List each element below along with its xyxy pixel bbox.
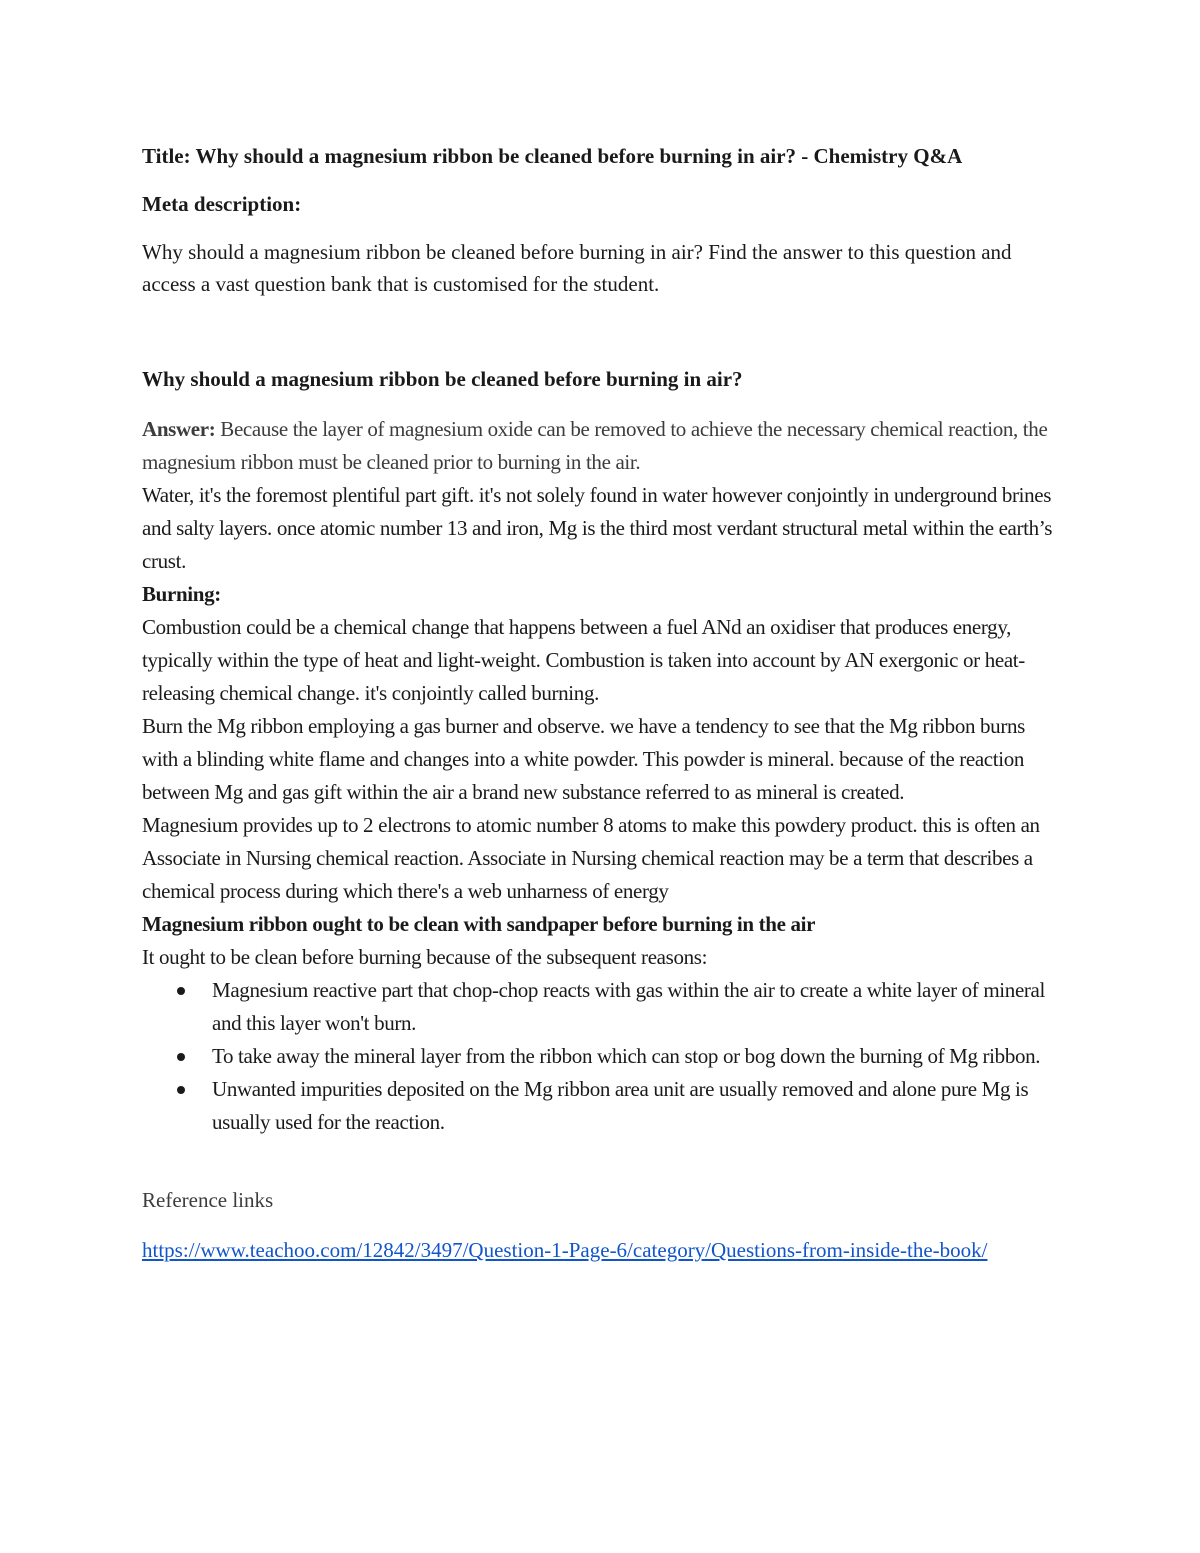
magnesium-electrons-paragraph: Magnesium provides up to 2 electrons to atomic number 8 atoms to make this powdery product. this is often an Associate in Nursing chemical reaction. Associate in Nursing chemical reaction may be a term that describes a chemical process during which there's a web unharness of energy (142, 813, 1040, 903)
reference-link[interactable]: https://www.teachoo.com/12842/3497/Question-1-Page-6/category/Questions-from-inside-the-book/ (142, 1238, 988, 1262)
page-title (142, 140, 1062, 172)
answer-text: Because the layer of magnesium oxide can be removed to achieve the necessary chemical reaction, the magnesium ribbon must be cleaned prior to burning in the air. (142, 417, 1048, 474)
reasons-list (142, 974, 1062, 1139)
burn-observation-paragraph: Burn the Mg ribbon employing a gas burner and observe. we have a tendency to see that the Mg ribbon burns with a blinding white flame and changes into a white powder. This powder is mineral. because of the reaction between Mg and gas gift within the air a brand new substance referred to as mineral is created. (142, 714, 1025, 804)
meta-description-text: Why should a magnesium ribbon be cleaned before burning in air? Find the answer to this question and access a vast question bank that is customised for the student. (142, 240, 1012, 296)
list-item (142, 1040, 1062, 1073)
title-label: Title: (142, 144, 191, 168)
title-text: Why should a magnesium ribbon be cleaned before burning in air? - Chemistry Q&A (195, 144, 963, 168)
document-page (142, 140, 1062, 1266)
bullet-dot-icon (177, 1053, 185, 1061)
list-item (142, 1073, 1062, 1139)
combustion-paragraph: Combustion could be a chemical change that happens between a fuel ANd an oxidiser that produces energy, typically within the type of heat and light-weight. Combustion is taken into account by AN exergonic or heat-releasing chemical change. it's conjointly called burning. (142, 615, 1025, 705)
answer-paragraph (142, 413, 1062, 479)
list-item-text: Magnesium reactive part that chop-chop reacts with gas within the air to create a white layer of mineral and this layer won't burn. (212, 978, 1046, 1035)
bullet-dot-icon (177, 1086, 185, 1094)
list-item-text: Unwanted impurities deposited on the Mg ribbon area unit are usually removed and alone pure Mg is usually used for the reaction. (212, 1077, 1029, 1134)
meta-description-label: Meta description: (142, 192, 302, 216)
burning-heading: Burning: (142, 582, 221, 606)
water-paragraph: Water, it's the foremost plentiful part gift. it's not solely found in water however conjointly in underground brines and salty layers. once atomic number 13 and iron, Mg is the third most verdant structural metal within the earth’s crust. (142, 483, 1053, 573)
bullet-dot-icon (177, 987, 185, 995)
list-item-text: To take away the mineral layer from the ribbon which can stop or bog down the burning of Mg ribbon. (212, 1044, 1041, 1068)
list-item (142, 974, 1062, 1040)
sandpaper-heading: Magnesium ribbon ought to be clean with sandpaper before burning in the air (142, 912, 816, 936)
answer-label: Answer: (142, 417, 216, 441)
question-heading: Why should a magnesium ribbon be cleaned before burning in air? (142, 367, 743, 391)
reasons-intro: It ought to be clean before burning because of the subsequent reasons: (142, 945, 708, 969)
reference-links-label: Reference links (142, 1188, 274, 1212)
